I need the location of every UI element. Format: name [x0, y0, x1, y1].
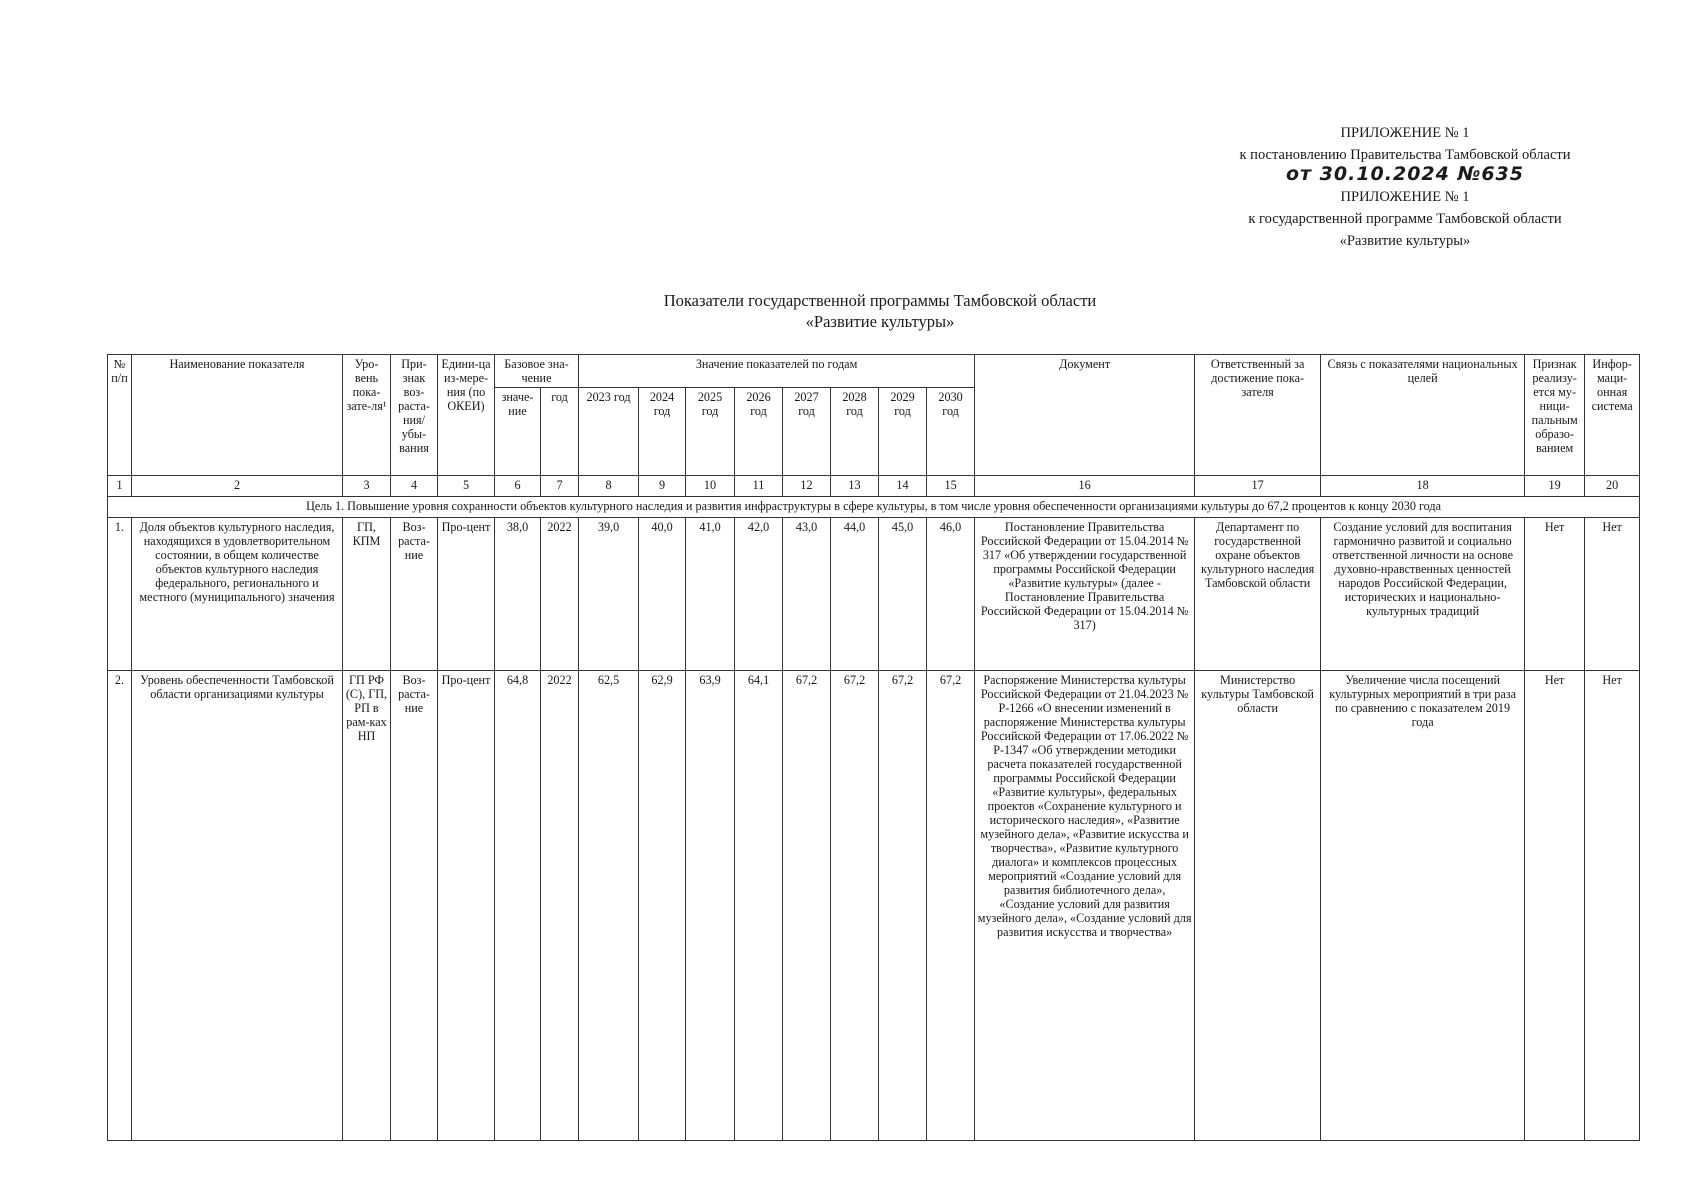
column-number: 5 — [438, 476, 495, 497]
value-2027: 43,0 — [783, 518, 831, 671]
column-numbers-row — [108, 476, 1640, 497]
municipal-flag: Нет — [1525, 671, 1585, 1141]
indicator-name: Доля объектов культурного наследия, находящихся в удовлетворительном состоянии, в общем количестве объектов культурного наследия федерального, регионального и местного (муниципального) значения — [132, 518, 343, 671]
appendix-program-name: «Развитие культуры» — [1339, 233, 1471, 249]
national-goal-link: Создание условий для воспитания гармонично развитой и социально ответственной личности на основе духовно-нравственных ценностей народов Российской Федерации, исторических и национально-культурных традиций — [1321, 518, 1525, 671]
col-header-year-2026: 2026 год — [735, 388, 783, 476]
col-header-link: Связь с показателями национальных целей — [1321, 355, 1525, 476]
col-header-name: Наименование показателя — [132, 355, 343, 476]
base-year: 2022 — [541, 518, 579, 671]
col-header-base-value: значе-ние — [495, 388, 541, 476]
column-number: 6 — [495, 476, 541, 497]
header-row-1 — [108, 355, 1640, 388]
appendix-title: ПРИЛОЖЕНИЕ № 1 — [1340, 125, 1470, 141]
value-2027: 67,2 — [783, 671, 831, 1141]
table-row — [108, 671, 1640, 1141]
col-header-year-2029: 2029 год — [879, 388, 927, 476]
appendix-header — [1180, 122, 1630, 252]
col-header-year-2027: 2027 год — [783, 388, 831, 476]
municipal-flag: Нет — [1525, 518, 1585, 671]
responsible-body: Министерство культуры Тамбовской области — [1195, 671, 1321, 1141]
base-value: 64,8 — [495, 671, 541, 1141]
col-header-base: Базовое зна-чение — [495, 355, 579, 388]
value-2029: 45,0 — [879, 518, 927, 671]
value-2023: 39,0 — [579, 518, 639, 671]
value-2030: 67,2 — [927, 671, 975, 1141]
column-number: 17 — [1195, 476, 1321, 497]
column-number: 18 — [1321, 476, 1525, 497]
base-year: 2022 — [541, 671, 579, 1141]
col-header-year-2030: 2030 год — [927, 388, 975, 476]
column-number: 13 — [831, 476, 879, 497]
col-header-base-year: год — [541, 388, 579, 476]
appendix-program-line: к государственной программе Тамбовской области — [1248, 211, 1562, 227]
responsible-body: Департамент по государственной охране объектов культурного наследия Тамбовской области — [1195, 518, 1321, 671]
value-2029: 67,2 — [879, 671, 927, 1141]
col-header-unit: Едини-ца из-мере-ния (по ОКЕИ) — [438, 355, 495, 476]
value-2028: 67,2 — [831, 671, 879, 1141]
indicators-table — [107, 354, 1640, 1141]
indicator-unit: Про-цент — [438, 518, 495, 671]
indicator-unit: Про-цент — [438, 671, 495, 1141]
value-2025: 63,9 — [686, 671, 735, 1141]
value-2028: 44,0 — [831, 518, 879, 671]
indicator-name: Уровень обеспеченности Тамбовской области организациями культуры — [132, 671, 343, 1141]
col-header-municipal: Признак реализу-ется му-ници-пальным образо-ванием — [1525, 355, 1585, 476]
value-2030: 46,0 — [927, 518, 975, 671]
column-number: 10 — [686, 476, 735, 497]
col-header-year-2023: 2023 год — [579, 388, 639, 476]
document-reference: Распоряжение Министерства культуры Российской Федерации от 21.04.2023 № Р-1266 «О внесении изменений в распоряжение Министерства культуры Российской Федерации от 17.06.2022 № Р-1347 «Об утверждении методики расчета показателей государственной программы Российской Федерации «Развитие культуры», федеральных проектов «Сохранение культурного и исторического наследия», «Развитие музейного дела», «Развитие искусства и творчества», «Развитие культурного диалога» и комплексов процессных мероприятий «Создание условий для развития библиотечного дела», «Создание условий для развития музейного дела», «Создание условий для развития искусства и творчества» — [975, 671, 1195, 1141]
value-2024: 40,0 — [639, 518, 686, 671]
row-num: 2. — [108, 671, 132, 1141]
col-header-level: Уро-вень пока-зате-ля¹ — [343, 355, 391, 476]
handwritten-date-number: от 30.10.2024 №635 — [1285, 163, 1524, 185]
goal-row — [108, 497, 1640, 518]
document-reference: Постановление Правительства Российской Федерации от 15.04.2014 № 317 «Об утверждении государственной программы Российской Федерации «Развитие культуры» (далее - Постановление Правительства Российской Федерации от 15.04.2014 № 317) — [975, 518, 1195, 671]
column-number: 2 — [132, 476, 343, 497]
col-header-year-2028: 2028 год — [831, 388, 879, 476]
col-header-years-group: Значение показателей по годам — [579, 355, 975, 388]
col-header-year-2024: 2024 год — [639, 388, 686, 476]
value-2026: 42,0 — [735, 518, 783, 671]
value-2023: 62,5 — [579, 671, 639, 1141]
column-number: 9 — [639, 476, 686, 497]
column-number: 11 — [735, 476, 783, 497]
goal-text: Цель 1. Повышение уровня сохранности объектов культурного наследия и развития инфраструктуры в сфере культуры, в том числе уровня обеспеченности организациями культуры до 67,2 процентов к концу 2030 года — [108, 497, 1640, 518]
col-header-info-system: Инфор-маци-онная система — [1585, 355, 1640, 476]
col-header-year-2025: 2025 год — [686, 388, 735, 476]
column-number: 14 — [879, 476, 927, 497]
column-number: 7 — [541, 476, 579, 497]
base-value: 38,0 — [495, 518, 541, 671]
info-system: Нет — [1585, 518, 1640, 671]
column-number: 4 — [391, 476, 438, 497]
col-header-document: Документ — [975, 355, 1195, 476]
appendix-title-2: ПРИЛОЖЕНИЕ № 1 — [1340, 189, 1470, 205]
appendix-resolution-line: к постановлению Правительства Тамбовской области — [1239, 147, 1571, 163]
national-goal-link: Увеличение числа посещений культурных мероприятий в три раза по сравнению с показателем 2019 года — [1321, 671, 1525, 1141]
column-number: 19 — [1525, 476, 1585, 497]
col-header-sign: При-знак воз-раста-ния/ убы-вания — [391, 355, 438, 476]
column-number: 12 — [783, 476, 831, 497]
indicator-sign: Воз-раста-ние — [391, 518, 438, 671]
title-line-1: Показатели государственной программы Тамбовской области — [663, 291, 1097, 310]
column-number: 20 — [1585, 476, 1640, 497]
info-system: Нет — [1585, 671, 1640, 1141]
column-number: 15 — [927, 476, 975, 497]
row-num: 1. — [108, 518, 132, 671]
indicator-sign: Воз-раста-ние — [391, 671, 438, 1141]
title-line-2: «Развитие культуры» — [805, 312, 955, 331]
col-header-responsible: Ответственный за достижение пока-зателя — [1195, 355, 1321, 476]
table-row — [108, 518, 1640, 671]
column-number: 8 — [579, 476, 639, 497]
value-2025: 41,0 — [686, 518, 735, 671]
col-header-num: № п/п — [108, 355, 132, 476]
document-title — [540, 290, 1220, 332]
value-2024: 62,9 — [639, 671, 686, 1141]
indicator-level: ГП РФ (С), ГП, РП в рам-ках НП — [343, 671, 391, 1141]
indicator-level: ГП, КПМ — [343, 518, 391, 671]
column-number: 3 — [343, 476, 391, 497]
value-2026: 64,1 — [735, 671, 783, 1141]
column-number: 16 — [975, 476, 1195, 497]
column-number: 1 — [108, 476, 132, 497]
